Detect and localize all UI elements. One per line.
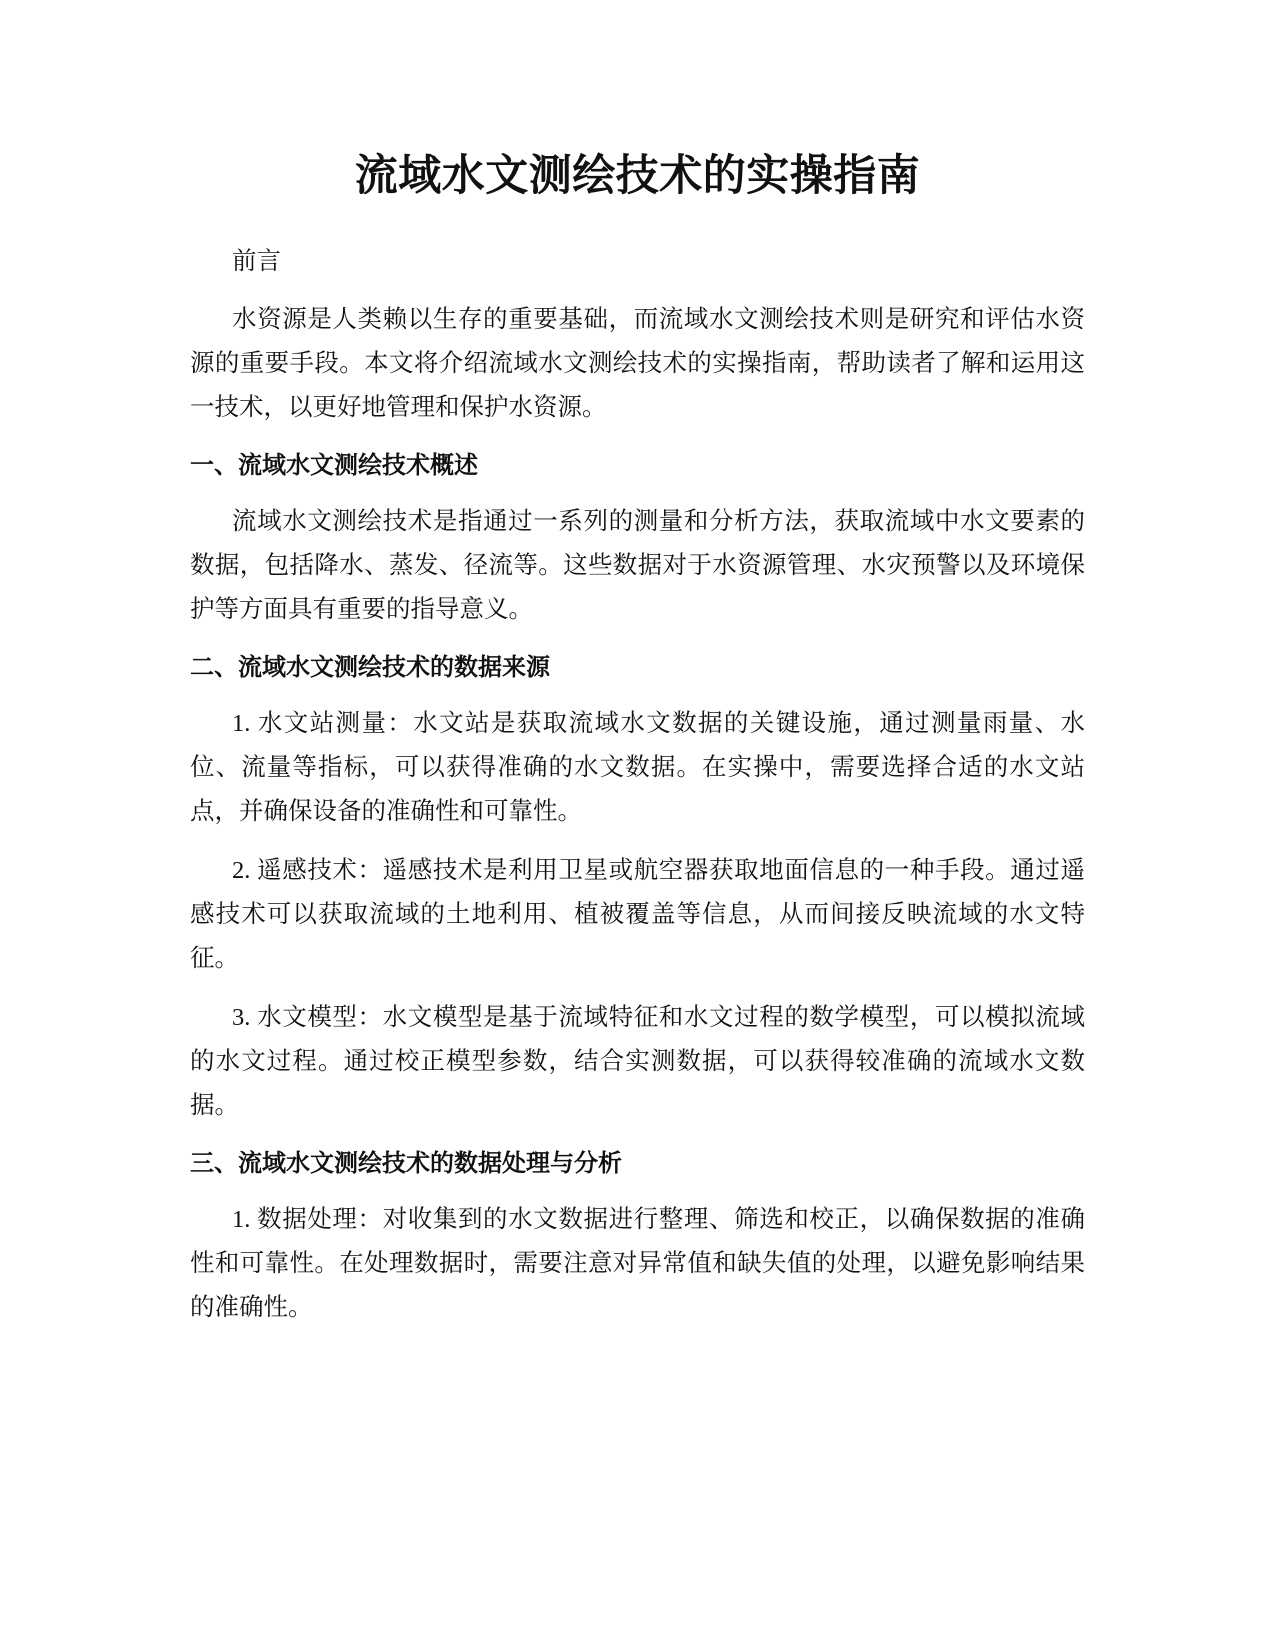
section-paragraph: 1. 数据处理：对收集到的水文数据进行整理、筛选和校正，以确保数据的准确性和可靠性。在处理数据时，需要注意对异常值和缺失值的处理，以避免影响结果的准确性。 [190,1206,1085,1321]
preface-label: 前言 [232,248,281,275]
section-data-processing [190,1143,1085,1330]
section-paragraph: 3. 水文模型：水文模型是基于流域特征和水文过程的数学模型，可以模拟流域的水文过程。通过校正模型参数，结合实测数据，可以获得较准确的流域水文数据。 [190,1004,1085,1119]
section-overview [190,445,1085,632]
section-paragraph: 2. 遥感技术：遥感技术是利用卫星或航空器获取地面信息的一种手段。通过遥感技术可以获取流域的土地利用、植被覆盖等信息，从而间接反映流域的水文特征。 [190,857,1085,972]
section-heading: 二、流域水文测绘技术的数据来源 [190,653,550,681]
intro-paragraph: 水资源是人类赖以生存的重要基础，而流域水文测绘技术则是研究和评估水资源的重要手段。本文将介绍流域水文测绘技术的实操指南，帮助读者了解和运用这一技术，以更好地管理和保护水资源。 [190,306,1085,421]
section-paragraph: 流域水文测绘技术是指通过一系列的测量和分析方法，获取流域中水文要素的数据，包括降水、蒸发、径流等。这些数据对于水资源管理、水灾预警以及环境保护等方面具有重要的指导意义。 [190,508,1085,623]
document-body [190,240,1085,1345]
section-heading: 三、流域水文测绘技术的数据处理与分析 [190,1149,622,1177]
section-paragraph: 1. 水文站测量：水文站是获取流域水文数据的关键设施，通过测量雨量、水位、流量等指标，可以获得准确的水文数据。在实操中，需要选择合适的水文站点，并确保设备的准确性和可靠性。 [190,710,1085,825]
section-data-sources [190,647,1085,1128]
document-title: 流域水文测绘技术的实操指南 [354,151,921,201]
section-heading: 一、流域水文测绘技术概述 [190,451,478,479]
